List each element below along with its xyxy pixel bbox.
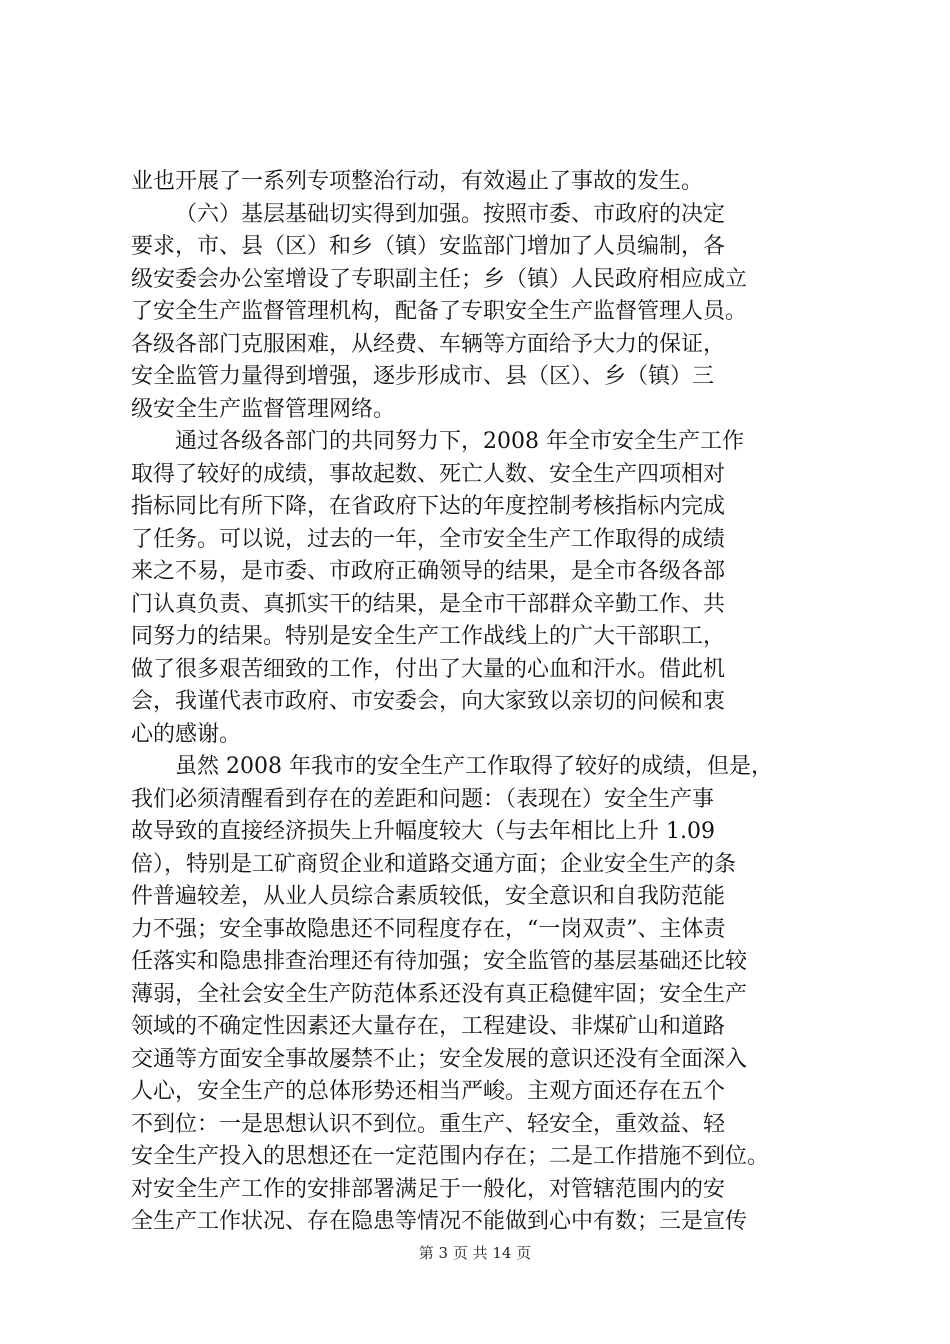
text-line: 取得了较好的成绩，事故起数、死亡人数、安全生产四项相对 xyxy=(131,461,726,487)
text-line: 级安全生产监督管理网络。 xyxy=(131,396,396,422)
text-line: 人心，安全生产的总体形势还相当严峻。主观方面还存在五个 xyxy=(131,1079,726,1104)
text-line: 倍），特别是工矿商贸企业和道路交通方面；企业安全生产的条 xyxy=(131,851,737,877)
text-line: 交通等方面安全事故屡禁不止；安全发展的意识还没有全面深入 xyxy=(131,1046,748,1072)
text-line: 会，我谨代表市政府、市安委会，向大家致以亲切的问候和衷 xyxy=(131,689,726,714)
text-line: 全生产工作状况、存在隐患等情况不能做到心中有数；三是宣传 xyxy=(131,1209,748,1234)
text-line: 了安全生产监督管理机构，配备了专职安全生产监督管理人员。 xyxy=(131,299,748,324)
text-line: 安全监管力量得到增强，逐步形成市、县（区）、乡（镇）三 xyxy=(131,364,715,389)
text-line: 同努力的结果。特别是安全生产工作战线上的广大干部职工， xyxy=(131,624,726,649)
text-line: 不到位：一是思想认识不到位。重生产、轻安全，重效益、轻 xyxy=(131,1111,726,1137)
text-line: 安全生产投入的思想还在一定范围内存在；二是工作措施不到位。 xyxy=(131,1144,770,1169)
text-line: 对安全生产工作的安排部署满足于一般化，对管辖范围内的安 xyxy=(131,1176,726,1202)
document-body xyxy=(131,166,831,1239)
text-line: 做了很多艰苦细致的工作，付出了大量的心血和汗水。借此机 xyxy=(131,656,726,682)
text-line: 件普遍较差，从业人员综合素质较低，安全意识和自我防范能 xyxy=(131,884,726,909)
paragraph-start-line: 通过各级各部门的共同努力下，2008 年全市安全生产工作 xyxy=(175,429,744,454)
text-line: 各级各部门克服困难，从经费、车辆等方面给予大力的保证， xyxy=(131,331,726,357)
text-line: 力不强；安全事故隐患还不同程度存在，“一岗双责”、主体责 xyxy=(131,916,726,942)
paragraph-start-line: （六）基层基础切实得到加强。按照市委、市政府的决定 xyxy=(175,201,726,227)
text-line: 薄弱，全社会安全生产防范体系还没有真正稳健牢固；安全生产 xyxy=(131,981,748,1007)
text-line: 级安委会办公室增设了专职副主任；乡（镇）人民政府相应成立 xyxy=(131,266,748,292)
text-line: 我们必须清醒看到存在的差距和问题：（表现在）安全生产事 xyxy=(131,786,715,812)
text-line: 门认真负责、真抓实干的结果，是全市干部群众辛勤工作、共 xyxy=(131,591,726,617)
text-line: 业也开展了一系列专项整治行动，有效遏止了事故的发生。 xyxy=(131,169,704,194)
text-line: 要求，市、县（区）和乡（镇）安监部门增加了人员编制，各 xyxy=(131,234,726,259)
text-line: 来之不易，是市委、市政府正确领导的结果，是全市各级各部 xyxy=(131,559,726,584)
text-line: 心的感谢。 xyxy=(131,721,242,747)
text-line: 指标同比有所下降，在省政府下达的年度控制考核指标内完成 xyxy=(131,494,726,519)
text-line: 故导致的直接经济损失上升幅度较大（与去年相比上升 1.09 xyxy=(131,819,715,844)
text-line: 领域的不确定性因素还大量存在，工程建设、非煤矿山和道路 xyxy=(131,1014,726,1039)
page-number-footer: 第 3 页 共 14 页 xyxy=(418,1244,532,1262)
text-line: 了任务。可以说，过去的一年，全市安全生产工作取得的成绩 xyxy=(131,526,726,552)
paragraph-start-line: 虽然 2008 年我市的安全生产工作取得了较好的成绩，但是， xyxy=(175,754,773,779)
text-line: 任落实和隐患排查治理还有待加强；安全监管的基层基础还比较 xyxy=(131,949,748,974)
